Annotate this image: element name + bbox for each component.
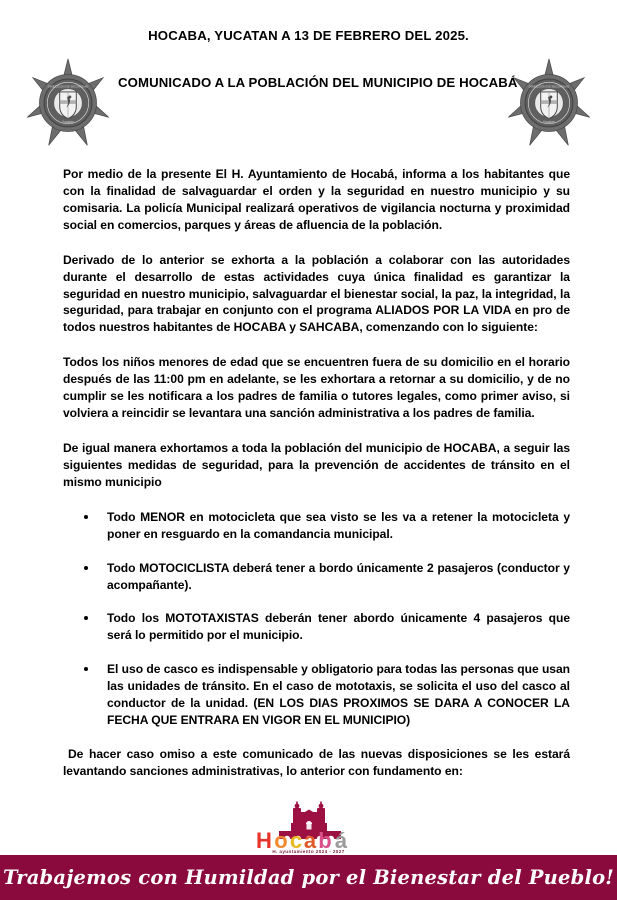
safety-rules-list [63, 509, 570, 729]
logo-subtitle: H. ayuntamiento 2024 - 2027 [272, 849, 345, 854]
list-item: Todo MOTOCICLISTA deberá tener a bordo únicamente 2 pasajeros (conductor y acompañante). [107, 560, 570, 592]
svg-text:a: a [303, 828, 316, 851]
svg-text:H: H [255, 828, 272, 851]
logo-graphic [246, 799, 372, 851]
slogan-text: Trabajemos con Humildad por el Bienestar del Pueblo! [2, 866, 615, 889]
list-item: Todo los MOTOTAXISTAS deberán tener abordo únicamente 4 pasajeros que será lo permitido por el municipio. [107, 611, 570, 643]
svg-text:o: o [273, 828, 288, 851]
police-star-badge-right [503, 57, 595, 149]
list-item: Todo MENOR en motocicleta que sea visto se les va a retener la motocicleta y poner en resguardo en la comandancia municipal. [107, 509, 570, 541]
svg-text:Yucatan: Yucatan [62, 120, 74, 125]
paragraph-traffic-intro: De igual manera exhortamos a toda la población del municipio de HOCABA, a seguir las siguientes medidas de seguridad, para la prevención de accidentes de tránsito en el mismo municipio [63, 440, 570, 489]
svg-text:Yucatan: Yucatan [543, 120, 555, 125]
document-title: COMUNICADO A LA POBLACIÓN DEL MUNICIPIO DE HOCABÁ [118, 74, 518, 90]
document-date-line: HOCABA, YUCATAN A 13 DE FEBRERO DEL 2025. [148, 28, 469, 43]
svg-text:b: b [317, 828, 332, 851]
slogan-banner [0, 855, 617, 900]
paragraph-closing: De hacer caso omiso a este comunicado de las nuevas disposiciones se les estará levantando sanciones administrativas, lo anterior con fundamento en: [63, 746, 570, 778]
municipality-logo [0, 796, 617, 854]
svg-text:á: á [334, 828, 347, 851]
header-text-block [118, 28, 518, 91]
list-item: El uso de casco es indispensable y obligatorio para todas las personas que usan las unidades de tránsito. En el caso de mototaxis, se solicita el uso del casco al conductor de la unidad. (EN LOS DIAS PROXIMOS SE DARA A CONOCER LA FECHA QUE ENTRARA EN VIGOR EN EL MUNICIPIO) [107, 662, 570, 728]
svg-text:DIRECCION DE SEGURIDAD: DIRECCION DE SEGURIDAD [528, 84, 570, 89]
document-header [0, 0, 617, 125]
svg-text:c: c [289, 828, 302, 851]
document-body [63, 166, 570, 780]
paragraph-curfew-minors: Todos los niños menores de edad que se encuentren fuera de su domicilio en el horario después de las 11:00 pm en adelante, se les exhortara a retornar a su domicilio, y de no cumplir se les notificara a los padres de familia o tutores legales, como primer aviso, si volviera a reincidir se levantara una sanción administrativa a los padres de familia. [63, 355, 570, 421]
paragraph-collaboration: Derivado de lo anterior se exhorta a la población a colaborar con las autoridades durante el desarrollo de estas actividades cuya única finalidad es garantizar la seguridad en nuestro municipio, salvaguardar el bienestar social, la paz, la integridad, la seguridad, para trabajar en conjunto con el programa ALIADOS POR LA VIDA en pro de todos nuestros habitantes de HOCABA y SAHCABA, comenzando con lo siguiente: [63, 252, 570, 335]
police-star-badge-left [22, 57, 114, 149]
svg-text:DIRECCION DE SEGURIDAD: DIRECCION DE SEGURIDAD [47, 84, 89, 89]
paragraph-intro: Por medio de la presente El H. Ayuntamiento de Hocabá, informa a los habitantes que con la finalidad de salvaguardar el orden y la seguridad en nuestro municipio y su comisaria. La policía Municipal realizará operativos de vigilancia nocturna y proximidad social en comercios, parques y áreas de afluencia de la población. [63, 167, 570, 232]
